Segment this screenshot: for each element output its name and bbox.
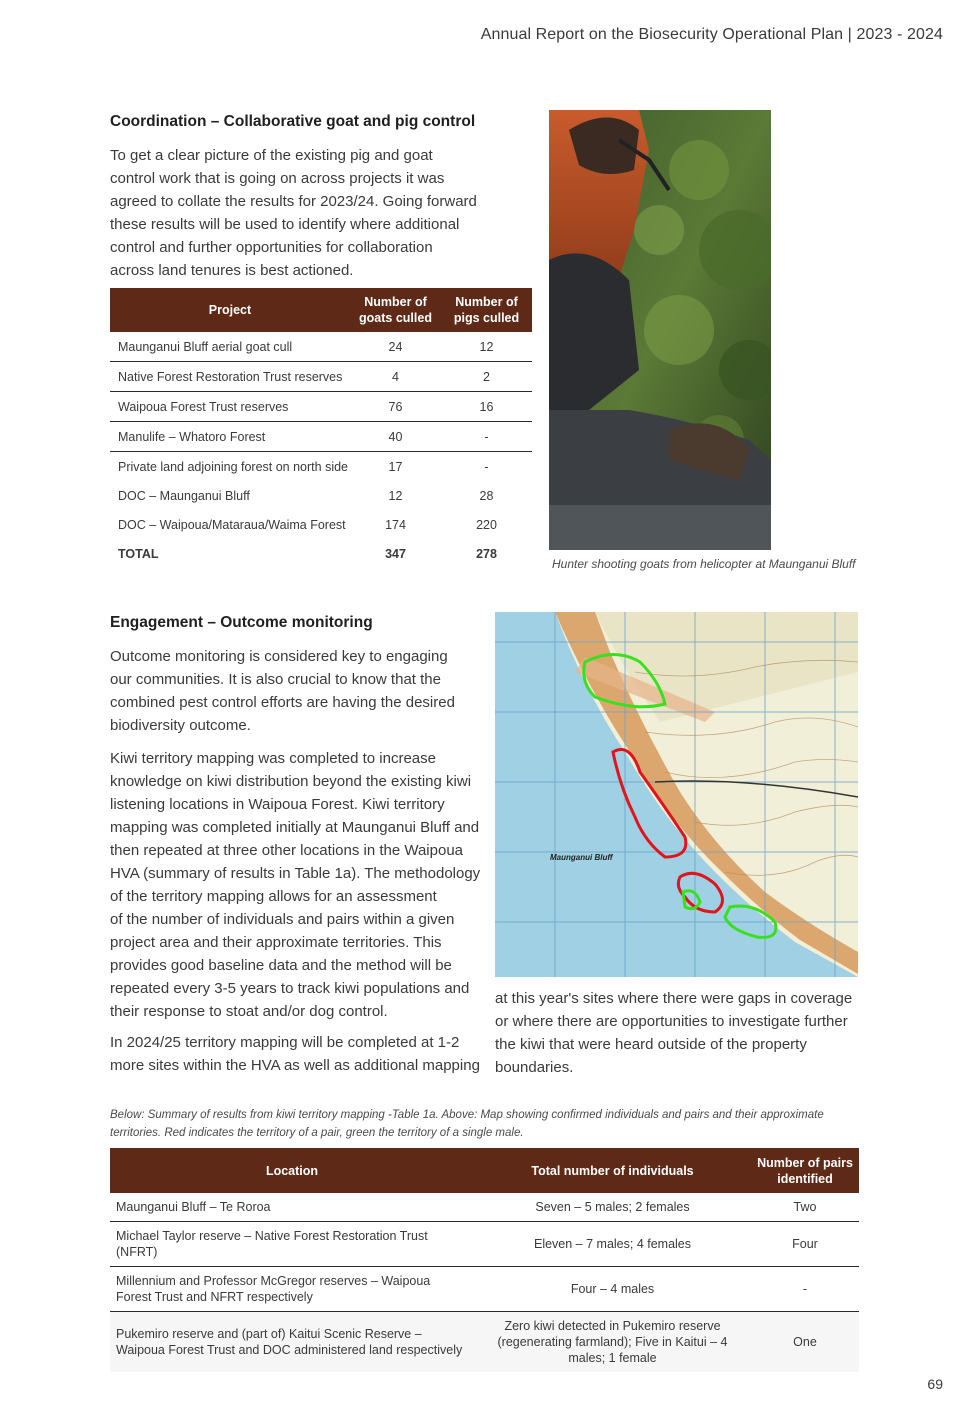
text-line: combined pest control efforts are having the desired [110,694,455,711]
individuals-cell: Zero kiwi detected in Pukemiro reserve (regenerating farmland); Five in Kaitui – 4 males; 1 female [474,1312,751,1373]
text-line: then repeated at three other locations in the Waipoua [110,842,464,859]
text-line: agreed to collate the results for 2023/24. Going forward [110,193,477,210]
table-row [110,1267,859,1312]
project-cell: Maunganui Bluff aerial goat cull [110,332,350,362]
project-cell: Private land adjoining forest on north side [118,459,349,474]
column-header-location: Location [110,1148,474,1193]
text-line: of the territory mapping allows for an assessment [110,888,437,905]
text-line: the kiwi that were heard outside of the property [495,1036,807,1053]
table-row [110,362,532,392]
total-goats: 347 [385,546,406,561]
project-cell: DOC – Waipoua/Mataraua/Waima Forest [118,517,346,532]
goats-cell: 12 [388,488,403,503]
goat-pig-cull-table [110,288,532,568]
pigs-cell: - [441,422,532,452]
caption-line: territories. Red indicates the territory of a pair, green the territory of a single male. [110,1127,524,1139]
text-line: these results will be used to identify where additional [110,216,460,233]
project-cell: DOC – Maunganui Bluff [118,488,250,503]
text-line: control work that is going on across projects it was [110,170,445,187]
individuals-cell: Eleven – 7 males; 4 females [474,1222,751,1267]
column-header-pairs: Number of pairs identified [751,1148,859,1193]
project-cell: Manulife – Whatoro Forest [110,422,350,452]
text-line: HVA (summary of results in Table 1a). The methodology [110,865,481,882]
pigs-cell: - [484,459,489,474]
coordination-paragraph [110,144,530,282]
goats-cell: 40 [350,422,441,452]
table-row [110,1312,859,1373]
total-label: TOTAL [118,546,159,561]
location-cell: Michael Taylor reserve – Native Forest Restoration Trust (NFRT) [110,1222,474,1267]
table-row [110,332,532,362]
map-place-label: Maunganui Bluff [550,853,613,862]
table-row [110,481,532,510]
text-line: boundaries. [495,1059,574,1076]
individuals-cell: Seven – 5 males; 2 females [474,1193,751,1222]
total-pigs: 278 [476,546,497,561]
text-line: listening locations in Waipoua Forest. Kiwi territory [110,796,445,813]
project-cell: Waipoua Forest Trust reserves [110,392,350,422]
photo-caption: Hunter shooting goats from helicopter at Maunganui Bluff [552,557,856,571]
caption-line: Below: Summary of results from kiwi territory mapping -Table 1a. Above: Map showing confirmed individuals and pairs and their approximate [110,1109,824,1121]
text-line: Outcome monitoring is considered key to engaging [110,648,448,665]
table-1a-caption [110,1106,824,1142]
text-line: To get a clear picture of the existing pig and goat [110,147,433,164]
table-row [110,1222,859,1267]
section-heading-coordination: Coordination – Collaborative goat and pig control [110,113,476,130]
project-cell: Native Forest Restoration Trust reserves [110,362,350,392]
goats-cell: 24 [350,332,441,362]
page-number: 69 [927,1376,943,1392]
column-header-pigs: Number of pigs culled [441,288,532,332]
pigs-cell: 220 [476,517,497,532]
kiwi-territory-map [495,612,858,977]
text-line: knowledge on kiwi distribution beyond the existing kiwi [110,773,472,790]
column-header-project: Project [110,288,350,332]
goats-cell: 4 [350,362,441,392]
table-row [110,1193,859,1222]
engagement-paragraph-3 [110,1031,490,1077]
text-line: control and further opportunities for collaboration [110,239,433,256]
text-line: at this year's sites where there were gaps in coverage [495,990,853,1007]
column-header-goats: Number of goats culled [350,288,441,332]
text-line: or where there are opportunities to investigate further [495,1013,848,1030]
text-line: biodiversity outcome. [110,717,251,734]
pigs-cell: 28 [479,488,494,503]
engagement-paragraph-2 [110,747,490,1023]
pairs-cell: - [751,1267,859,1312]
text-line: provides good baseline data and the method will be [110,957,452,974]
total-row [110,539,532,568]
pairs-cell: One [751,1312,859,1373]
helicopter-hunter-photo [549,110,771,550]
engagement-paragraph-4 [495,987,865,1079]
location-cell: Millennium and Professor McGregor reserves – Waipoua Forest Trust and NFRT respectively [110,1267,474,1312]
pairs-cell: Two [751,1193,859,1222]
individuals-cell: Four – 4 males [474,1267,751,1312]
text-line: mapping was completed initially at Maunganui Bluff and [110,819,480,836]
text-line: their response to stoat and/or dog control. [110,1003,388,1020]
pigs-cell: 2 [441,362,532,392]
text-line: of the number of individuals and pairs within a given [110,911,455,928]
goats-cell: 17 [388,459,403,474]
goats-cell: 174 [385,517,406,532]
pairs-cell: Four [751,1222,859,1267]
report-header: Annual Report on the Biosecurity Operational Plan | 2023 - 2024 [480,26,943,43]
text-line: our communities. It is also crucial to know that the [110,671,441,688]
text-line: project area and their approximate territories. This [110,934,442,951]
pigs-cell: 16 [441,392,532,422]
location-cell: Maunganui Bluff – Te Roroa [110,1193,474,1222]
table-row [110,452,532,482]
location-cell: Pukemiro reserve and (part of) Kaitui Scenic Reserve – Waipoua Forest Trust and DOC administered land respectively [110,1312,474,1373]
table-row [110,392,532,422]
text-line: across land tenures is best actioned. [110,262,354,279]
text-line: In 2024/25 territory mapping will be completed at 1-2 [110,1034,460,1051]
column-header-individuals: Total number of individuals [474,1148,751,1193]
kiwi-territory-table [110,1148,859,1372]
text-line: Kiwi territory mapping was completed to increase [110,750,436,767]
section-heading-engagement: Engagement – Outcome monitoring [110,614,373,631]
text-line: more sites within the HVA as well as additional mapping [110,1057,480,1074]
table-row [110,422,532,452]
pigs-cell: 12 [441,332,532,362]
engagement-paragraph-1 [110,645,485,737]
text-line: repeated every 3-5 years to track kiwi populations and [110,980,470,997]
table-row [110,510,532,539]
goats-cell: 76 [350,392,441,422]
